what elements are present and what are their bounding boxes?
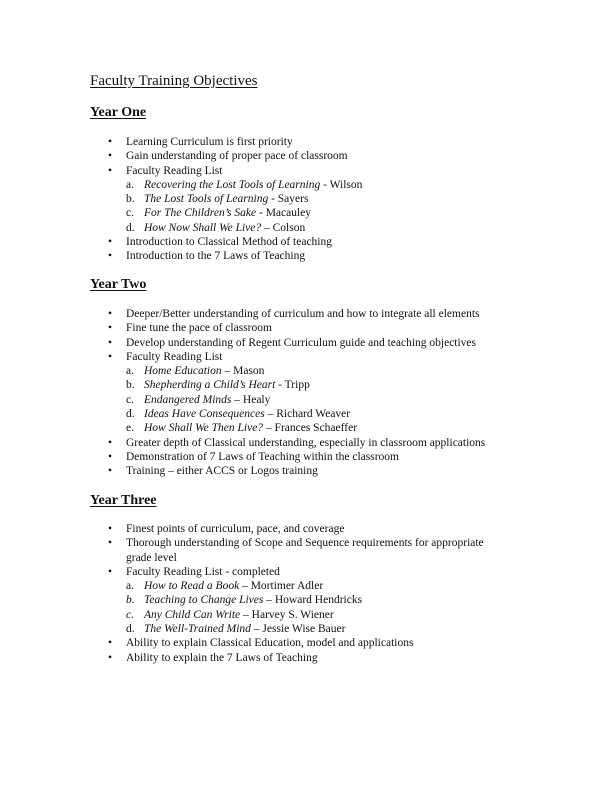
book-author: - Tripp	[275, 379, 310, 392]
book-title: Recovering the Lost Tools of Learning	[144, 178, 321, 191]
reading-list-item: b. The Lost Tools of Learning - Sayers	[126, 193, 309, 206]
list-item: • Demonstration of 7 Laws of Teaching within the classroom	[108, 450, 400, 463]
bullet-icon: •	[108, 308, 113, 320]
book-author: – Colson	[261, 221, 306, 234]
list-item: • Greater depth of Classical understanding, especially in classroom applications	[108, 436, 486, 449]
list-item: • Introduction to the 7 Laws of Teaching	[108, 250, 306, 263]
reading-list-item: b. Shepherding a Child’s Heart - Tripp	[126, 379, 310, 392]
book-author: – Richard Weaver	[264, 408, 351, 421]
section-heading-year-one: Year One	[90, 105, 147, 120]
reading-list-item: a. Recovering the Lost Tools of Learning - Wilson	[126, 178, 363, 191]
bullet-icon: •	[108, 322, 113, 335]
reading-list-item: b. Teaching to Change Lives – Howard Hendricks	[126, 594, 363, 607]
reading-list-item: c. Any Child Can Write – Harvey S. Wiener	[126, 608, 334, 621]
book-title: Any Child Can Write	[144, 608, 241, 621]
reading-list-item: c. For The Children’s Sake - Macauley	[126, 207, 312, 220]
list-item: • Faculty Reading List	[108, 350, 223, 363]
reading-list-item: e. How Shall We Then Live? – Frances Schaeffer	[126, 422, 358, 435]
list-item: • Deeper/Better understanding of curriculum and how to integrate all elements	[108, 308, 480, 320]
book-title: Ideas Have Consequences	[144, 408, 265, 421]
book-author: - Macauley	[256, 207, 312, 220]
bullet-icon: •	[108, 565, 113, 578]
list-item: • Ability to explain Classical Education, model and applications	[108, 637, 414, 650]
document-title: Faculty Training Objectives	[90, 73, 258, 89]
book-title: The Well-Trained Mind	[144, 623, 251, 636]
reading-list-item: a. How to Read a Book – Mortimer Adler	[126, 580, 324, 593]
book-author: – Harvey S. Wiener	[240, 608, 334, 621]
book-title: How to Read a Book	[144, 580, 240, 593]
book-title: Shepherding a Child’s Heart	[144, 379, 276, 392]
list-item: • Introduction to Classical Method of teaching	[108, 236, 332, 249]
book-title: How Now Shall We Live?	[144, 221, 262, 234]
book-author: - Sayers	[268, 193, 309, 206]
bullet-icon: •	[108, 236, 113, 249]
book-author: – Healy	[231, 393, 271, 406]
reading-list-item: c. Endangered Minds – Healy	[126, 393, 271, 406]
book-title: Endangered Minds	[144, 393, 232, 406]
list-item: • Ability to explain the 7 Laws of Teaching	[108, 651, 318, 664]
book-title: Teaching to Change Lives	[144, 594, 264, 607]
book-author: – Howard Hendricks	[263, 594, 363, 607]
bullet-icon: •	[108, 164, 113, 177]
bullet-icon: •	[108, 350, 113, 363]
book-title: For The Children’s Sake	[144, 207, 257, 220]
bullet-icon: •	[108, 250, 113, 263]
bullet-icon: •	[108, 651, 113, 664]
bullet-icon: •	[108, 136, 113, 148]
book-author: – Frances Schaeffer	[263, 422, 358, 435]
book-author: - Wilson	[320, 178, 363, 191]
reading-list-item: d. Ideas Have Consequences – Richard Weaver	[126, 408, 351, 421]
book-author: – Jessie Wise Bauer	[250, 623, 346, 636]
list-item: • Fine tune the pace of classroom	[108, 322, 272, 335]
bullet-icon: •	[108, 537, 113, 550]
bullet-icon: •	[108, 150, 113, 163]
book-title: Home Education	[144, 365, 222, 378]
year-two-list	[0, 307, 506, 479]
section-heading-year-three: Year Three	[90, 493, 157, 508]
reading-list-item: a. Home Education – Mason	[126, 365, 265, 378]
book-title: The Lost Tools of Learning	[144, 193, 269, 206]
bullet-icon: •	[108, 450, 113, 463]
book-title: How Shall We Then Live?	[144, 422, 264, 435]
list-item: • Gain understanding of proper pace of classroom	[108, 150, 348, 163]
list-item: • Faculty Reading List	[108, 164, 223, 177]
list-item: • Finest points of curriculum, pace, and coverage	[108, 523, 345, 535]
list-item: • Learning Curriculum is first priority	[108, 136, 293, 148]
section-heading-year-two: Year Two	[90, 277, 147, 292]
year-three-list	[0, 522, 506, 665]
list-item: • Thorough understanding of Scope and Sequence requirements for appropriate grade level	[108, 537, 484, 564]
list-item: • Develop understanding of Regent Curriculum guide and teaching objectives	[108, 336, 477, 349]
bullet-icon: •	[108, 336, 113, 349]
reading-list-item: d. How Now Shall We Live? – Colson	[126, 221, 306, 234]
year-one-list	[0, 135, 506, 264]
book-author: – Mortimer Adler	[239, 580, 324, 593]
book-author: – Mason	[221, 365, 265, 378]
list-item: • Faculty Reading List - completed	[108, 565, 280, 578]
bullet-icon: •	[108, 465, 113, 478]
bullet-icon: •	[108, 523, 113, 535]
reading-list-item: d. The Well-Trained Mind – Jessie Wise Bauer	[126, 623, 346, 636]
list-item: • Training – either ACCS or Logos training	[108, 465, 318, 478]
bullet-icon: •	[108, 637, 113, 650]
bullet-icon: •	[108, 436, 113, 449]
